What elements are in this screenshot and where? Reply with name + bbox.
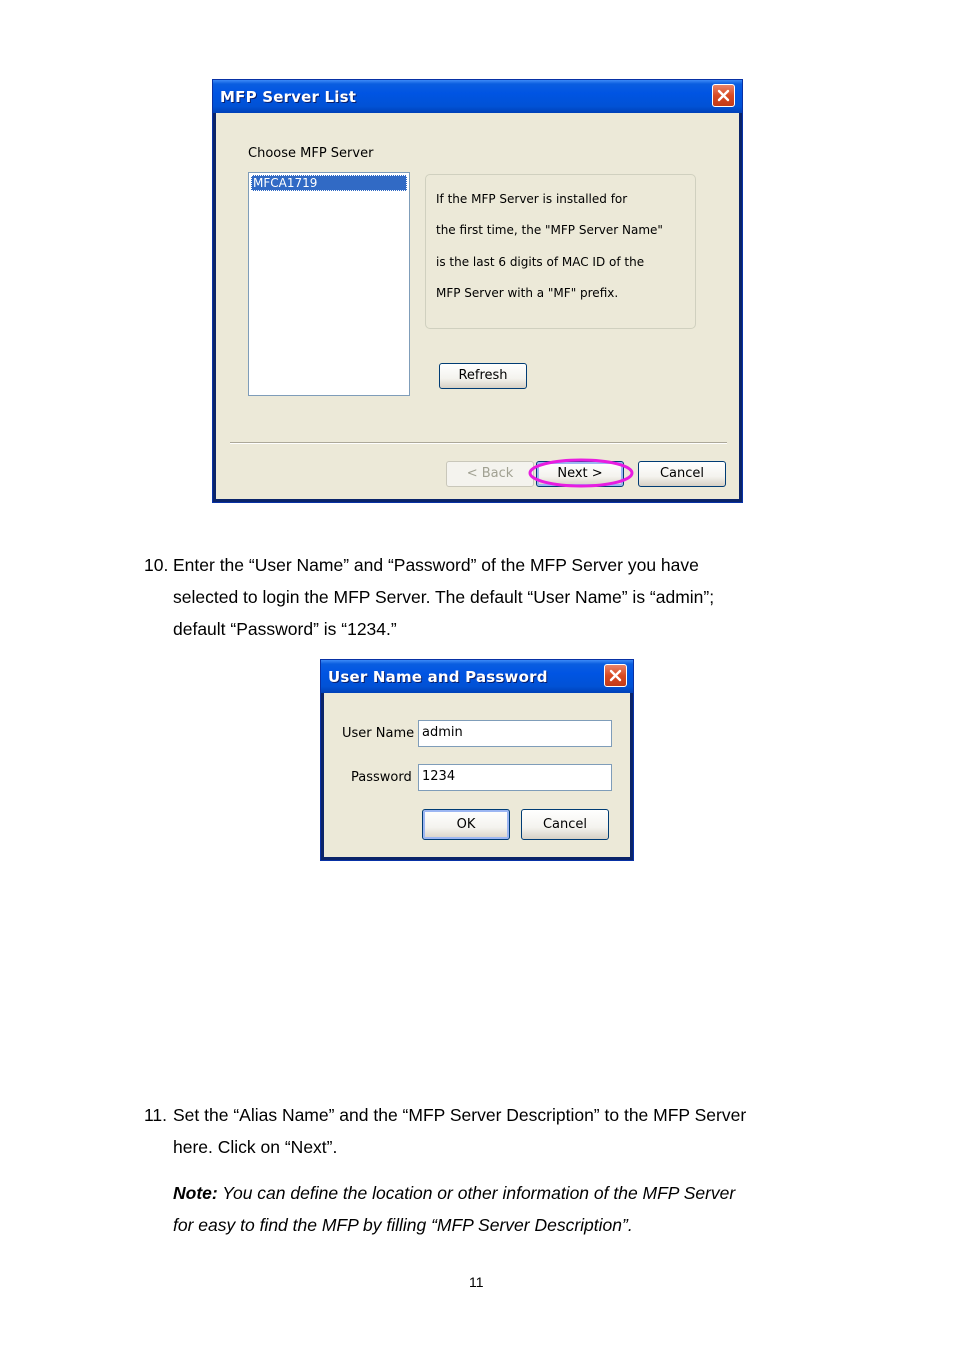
mfp-server-list-window	[212, 79, 743, 503]
mfp-server-list-client	[216, 113, 739, 499]
login-dialog-title: User Name and Password	[328, 668, 548, 686]
info-line-4: MFP Server with a "MF" prefix.	[436, 286, 619, 300]
info-line-3: is the last 6 digits of MAC ID of the	[436, 255, 645, 269]
note-text-1: You can define the location or other information of the MFP Server	[217, 1183, 736, 1203]
ok-button[interactable]: OK	[422, 809, 510, 840]
step-10-line-2: selected to login the MFP Server. The default “User Name” is “admin”;	[173, 587, 715, 607]
login-cancel-button[interactable]: Cancel	[521, 809, 609, 840]
choose-mfp-server-label: Choose MFP Server	[248, 146, 374, 161]
step-10-number: 10.	[144, 555, 169, 575]
username-label: User Name	[342, 726, 415, 741]
password-label: Password	[351, 770, 412, 785]
note-paragraph-line-1	[173, 1177, 735, 1209]
step-10-line-1: Enter the “User Name” and “Password” of the MFP Server you have	[173, 555, 699, 575]
step-11-line-2: here. Click on “Next”.	[173, 1137, 338, 1157]
info-line-1: If the MFP Server is installed for	[436, 192, 628, 206]
note-label: Note:	[173, 1183, 218, 1203]
close-icon[interactable]	[712, 84, 735, 107]
dialog-separator	[230, 442, 727, 444]
step-11-line-1: Set the “Alias Name” and the “MFP Server Description” to the MFP Server	[173, 1105, 747, 1125]
login-dialog-titlebar[interactable]	[321, 660, 633, 693]
password-field[interactable]: 1234	[418, 764, 612, 791]
list-item[interactable]: MFCA1719	[251, 175, 407, 191]
username-field[interactable]: admin	[418, 720, 612, 747]
login-dialog-client	[324, 693, 630, 857]
step-11-number: 11.	[144, 1105, 168, 1125]
login-dialog-window	[320, 659, 634, 861]
info-groupbox	[425, 174, 696, 329]
page-number: 11	[469, 1274, 484, 1290]
next-button[interactable]: Next >	[536, 461, 624, 487]
mfp-server-list-titlebar[interactable]	[213, 80, 742, 113]
next-highlight-ellipse	[526, 456, 636, 490]
close-icon[interactable]	[604, 664, 627, 687]
step-10-line-3: default “Password” is “1234.”	[173, 619, 397, 639]
info-line-2: the first time, the "MFP Server Name"	[436, 223, 663, 237]
mfp-server-listbox[interactable]	[248, 172, 410, 396]
back-button[interactable]: < Back	[446, 461, 534, 487]
refresh-button[interactable]: Refresh	[439, 363, 527, 389]
mfp-server-list-title: MFP Server List	[220, 88, 357, 106]
cancel-button[interactable]: Cancel	[638, 461, 726, 487]
note-text-2: for easy to find the MFP by filling “MFP Server Description”.	[173, 1215, 633, 1235]
